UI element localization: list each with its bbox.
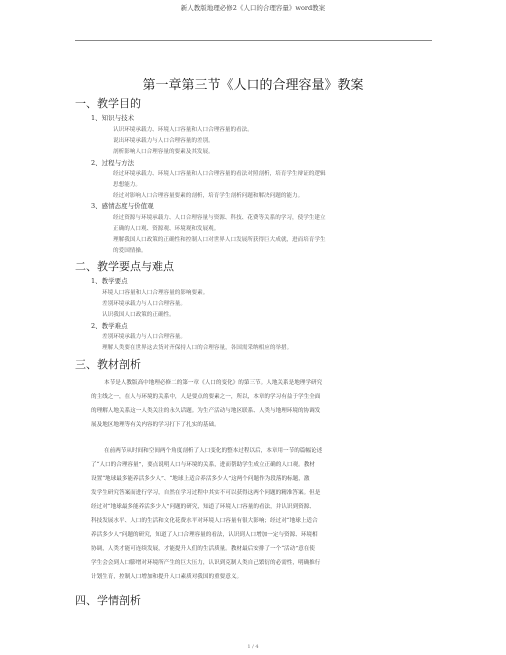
paragraph-line: 养活多少人”问题的研究，知道了人口合理容量的看法，认识到人口增加一定与资源、环境相 [91,532,318,538]
subheading: 2、教学难点 [91,322,128,330]
paragraph-line: 发学生研究答案而进行学习，自然在学习过程中其实不可以获得这两个问题的精准答案。但是 [91,490,321,496]
section-heading-key-points: 二、教学要点与难点 [75,260,174,273]
section-heading-textbook-analysis: 三、教材剖析 [75,358,141,371]
text-line: 正确的人口观、资源观、环境观和发展观。 [113,226,220,232]
subheading: 1、知识与技术 [91,114,135,122]
paragraph-line: 的理解人地关系这一人类关注的永久话题。为生产活动与地区联系、人类与地理环境的协调发 [91,408,321,414]
text-line: 思想能力。 [113,182,141,188]
document-title: 第一章第三节《人口的合理容量》教案 [142,78,364,93]
paragraph-line: 展及地区地理等有关内容的学习打下了扎实的基础。 [91,422,220,428]
paragraph-line: 了“人口的合理容量”，要点说明人口与环境的关系，进而帮助学生成立正确的人口观。教材 [91,462,315,468]
paragraph-line: 设置“地球最多能养活多少人”、“地球上适合养活多少人”这两个问题作为段落的标题，激 [91,476,310,482]
text-line: 认识环境承载力、环境人口容量和人口合理容量的看法。 [113,127,253,133]
header-rule [75,40,432,41]
paragraph-line: 在前两节从时间和空间两个角度剖析了人口变化的整本过程以后，本章用一节的篇幅论述 [104,448,323,454]
text-line: 理解我国人口政策的正确性和控制人口对世界人口发展所获得巨大成就，进而培育学生 [113,237,326,243]
text-line: 差别环境承载力与人口合理容量。 [102,301,186,307]
text-line: 说出环境承载力与人口合理容量的差别。 [113,138,214,144]
text-line: 理解人类要在世界这去货对齐保持人口的合理容量，各国需采纳相应的举措。 [102,345,293,351]
text-line: 认识我国人口政策的正确性。 [102,312,175,318]
text-line: 经过对影响人口合理容量要素的剖析，培育学生剖析问题和解决问题的能力。 [113,193,304,199]
text-line: 差别环境承载力与人口合理容量。 [102,334,186,340]
paragraph-line: 学生会会到人口膨增对环境所产生的巨大压力，认识到克制人类自己繁衍的必需性，明确推行 [91,560,321,566]
text-line: 剖析影响人口合理容量的要素及其发展。 [113,149,214,155]
paragraph-line: 的主线之一，在人与环境的关系中，人是要点的要素之一，所以，本章的学习有益于学生全面 [91,394,321,400]
paragraph-line: 本节是人教版高中地理必修二的第一章《人口的变化》的第三节。人地关系是地理学研究 [104,380,323,386]
text-line: 环境人口容量和人口合理容量的影响要素。 [102,290,209,296]
page-number: 1 / 4 [247,644,259,650]
paragraph-line: 计划生育，控制人口增加和提升人口素质对我国的重要意义。 [91,574,243,580]
paragraph-line: 科技发展水平、人口的生活和文化花费水平对环境人口容量有很大影响；经过对“地球上适合 [91,518,318,524]
paragraph-line: 经过对“地球最多能养活多少人”问题的研究，知道了环境人口容量的看法，并认识到资源、 [91,504,315,510]
section-heading-objectives: 一、教学目的 [75,97,141,110]
subheading: 2、过程与方法 [91,159,135,167]
subheading: 3、感情态度与价值观 [91,202,154,210]
page-header: 新人教版地理必修2《人口的合理容量》word教案 [180,4,326,12]
text-line: 经过资源与环境承载力、人口合理容量与资源、科技、花费等关系的学习，使学生建立 [113,215,326,221]
paragraph-line: 协调，人类才能可连续发展，才能提升人们的生活质量。教材最后安排了一个“活动”意在使 [91,546,315,552]
text-line: 的爱国情操。 [113,248,147,254]
subheading: 1、教学要点 [91,277,128,285]
text-line: 经过环境承载力、环境人口容量和人口合理容量的看法对照剖析，培育学生辩证的逻辑 [113,171,326,177]
section-heading-learner-analysis: 四、学情剖析 [75,594,141,607]
